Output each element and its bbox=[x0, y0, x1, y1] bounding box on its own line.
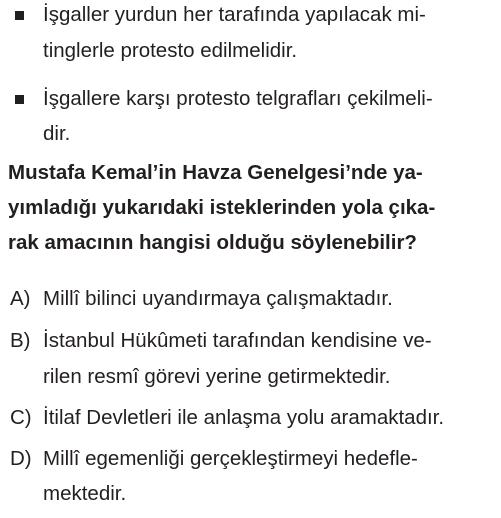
bullet-2-line-1: İşgallere karşı protesto telgrafları çekilmeli- bbox=[43, 87, 433, 110]
question-line-2: yımladığı yukarıdaki isteklerinden yola çıka- bbox=[8, 196, 436, 219]
bullet-2-line-2: dir. bbox=[43, 122, 71, 145]
option-d-text-line-1: Millî egemenliği gerçekleştirmeyi hedefle- bbox=[43, 447, 418, 470]
option-a-letter: A) bbox=[10, 287, 31, 310]
option-d-text-line-2: mektedir. bbox=[43, 482, 127, 505]
option-d-letter: D) bbox=[10, 447, 32, 470]
option-b-text-line-2: rilen resmî görevi yerine getirmektedir. bbox=[43, 365, 391, 388]
option-a-text: Millî bilinci uyandırmaya çalışmaktadır. bbox=[43, 287, 393, 310]
question-line-3: rak amacının hangisi olduğu söylenebilir? bbox=[8, 231, 417, 254]
option-c-letter: C) bbox=[10, 406, 32, 429]
option-b-text-line-1: İstanbul Hükûmeti tarafından kendisine ve- bbox=[43, 329, 432, 352]
question-line-1: Mustafa Kemal’in Havza Genelgesi’nde ya- bbox=[8, 161, 423, 184]
bullet-square-icon bbox=[15, 11, 24, 20]
option-b-letter: B) bbox=[10, 329, 31, 352]
bullet-square-icon bbox=[15, 95, 24, 104]
option-c-text: İtilaf Devletleri ile anlaşma yolu aramaktadır. bbox=[43, 406, 445, 429]
bullet-1-line-2: tinglerle protesto edilmelidir. bbox=[43, 39, 298, 62]
bullet-1-line-1: İşgaller yurdun her tarafında yapılacak mi- bbox=[43, 3, 426, 26]
